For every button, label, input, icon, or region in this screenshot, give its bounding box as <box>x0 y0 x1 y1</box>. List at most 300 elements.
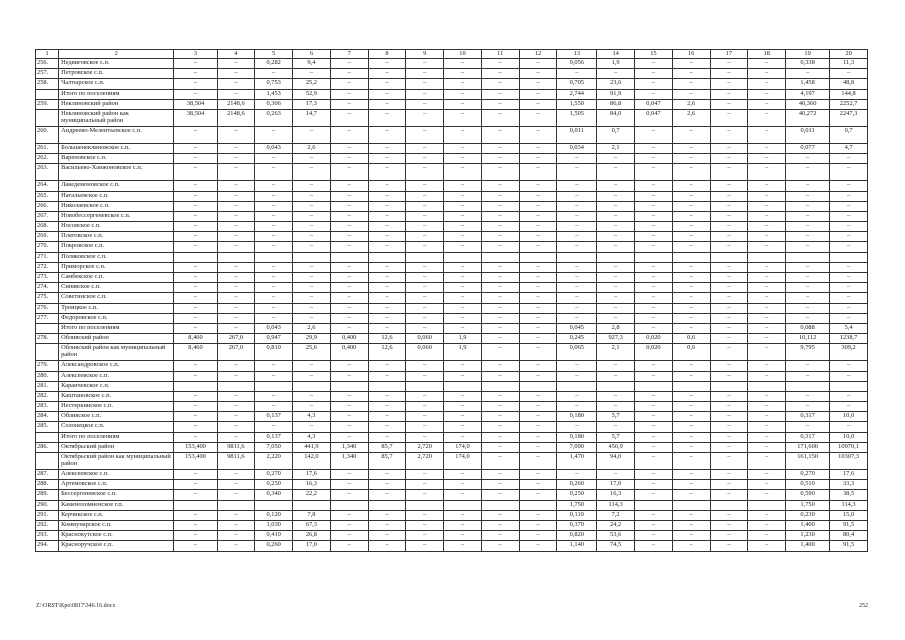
table-row <box>36 344 868 361</box>
row-number-cell: 262. <box>36 154 59 164</box>
value-cell <box>710 252 748 262</box>
value-cell: – <box>481 181 519 191</box>
table-row <box>36 143 868 153</box>
value-cell: 0,020 <box>635 344 673 361</box>
value-cell: 67,3 <box>293 520 331 530</box>
value-cell: – <box>635 402 673 412</box>
value-cell: – <box>293 293 331 303</box>
value-cell: – <box>635 211 673 221</box>
territory-name-cell: Троицкое с.п. <box>59 303 174 313</box>
data-table <box>35 49 868 552</box>
value-cell: – <box>557 181 597 191</box>
value-cell: – <box>557 283 597 293</box>
value-cell: – <box>174 412 217 422</box>
table-row <box>36 154 868 164</box>
territory-name-cell: Алексеевское с.п. <box>59 371 174 381</box>
value-cell: – <box>444 371 482 381</box>
value-cell: – <box>406 371 444 381</box>
value-cell: – <box>174 143 217 153</box>
value-cell: – <box>710 402 748 412</box>
column-number-cell: 5 <box>255 50 293 59</box>
value-cell: 0,260 <box>557 480 597 490</box>
value-cell: 0,077 <box>786 143 830 153</box>
value-cell: – <box>672 323 710 333</box>
value-cell: – <box>368 470 406 480</box>
value-cell: – <box>174 480 217 490</box>
value-cell: 5,4 <box>830 323 868 333</box>
value-cell: – <box>174 273 217 283</box>
value-cell: – <box>481 109 519 126</box>
value-cell: 927,3 <box>597 334 635 344</box>
table-row <box>36 262 868 272</box>
value-cell: – <box>368 432 406 442</box>
value-cell <box>444 381 482 391</box>
value-cell: – <box>174 232 217 242</box>
value-cell: 1,9 <box>444 334 482 344</box>
value-cell: – <box>406 480 444 490</box>
territory-name-cell: Синявское с.п. <box>59 283 174 293</box>
value-cell: – <box>557 313 597 323</box>
value-cell <box>368 381 406 391</box>
value-cell <box>710 381 748 391</box>
value-cell: – <box>368 541 406 551</box>
value-cell: – <box>748 303 786 313</box>
value-cell: – <box>519 69 557 79</box>
table-row <box>36 59 868 69</box>
value-cell: – <box>293 371 331 381</box>
value-cell: – <box>255 262 293 272</box>
value-cell: – <box>330 520 368 530</box>
value-cell: – <box>635 232 673 242</box>
value-cell: – <box>519 432 557 442</box>
value-cell: 1,9 <box>597 59 635 69</box>
value-cell: – <box>597 422 635 432</box>
row-number-cell: 267. <box>36 211 59 221</box>
value-cell: – <box>672 293 710 303</box>
column-number-cell: 10 <box>444 50 482 59</box>
value-cell: – <box>406 154 444 164</box>
value-cell: – <box>368 89 406 99</box>
row-number-cell: 256. <box>36 59 59 69</box>
value-cell: – <box>786 422 830 432</box>
value-cell: – <box>786 361 830 371</box>
value-cell: – <box>217 201 255 211</box>
row-number-cell: 280. <box>36 371 59 381</box>
value-cell: – <box>557 191 597 201</box>
value-cell <box>255 500 293 510</box>
value-cell: – <box>217 283 255 293</box>
value-cell: – <box>635 303 673 313</box>
value-cell: – <box>748 361 786 371</box>
value-cell <box>293 500 331 510</box>
row-number-cell: 270. <box>36 242 59 252</box>
value-cell: 2,6 <box>293 323 331 333</box>
value-cell: – <box>444 191 482 201</box>
value-cell: – <box>330 422 368 432</box>
value-cell: 38,504 <box>174 109 217 126</box>
value-cell: – <box>368 154 406 164</box>
value-cell: – <box>635 283 673 293</box>
value-cell: – <box>672 232 710 242</box>
value-cell <box>444 252 482 262</box>
value-cell: – <box>710 520 748 530</box>
table-row <box>36 371 868 381</box>
value-cell: – <box>255 69 293 79</box>
value-cell: – <box>481 510 519 520</box>
value-cell: – <box>710 126 748 143</box>
value-cell: – <box>293 391 331 401</box>
value-cell: – <box>174 422 217 432</box>
value-cell: 174,0 <box>444 453 482 470</box>
value-cell: – <box>710 361 748 371</box>
table-row <box>36 89 868 99</box>
value-cell: – <box>174 293 217 303</box>
value-cell: – <box>293 313 331 323</box>
value-cell: – <box>217 79 255 89</box>
value-cell: – <box>710 283 748 293</box>
value-cell: – <box>672 371 710 381</box>
value-cell: – <box>368 164 406 181</box>
territory-name-cell: Андреево-Мелентьевское с.п. <box>59 126 174 143</box>
value-cell: – <box>174 470 217 480</box>
value-cell: 0,270 <box>255 470 293 480</box>
territory-name-cell: Неклиновский район <box>59 99 174 109</box>
value-cell: 0,947 <box>255 334 293 344</box>
value-cell <box>406 252 444 262</box>
value-cell: – <box>519 323 557 333</box>
value-cell: – <box>217 510 255 520</box>
value-cell: 0,180 <box>557 412 597 422</box>
row-number-cell: 275. <box>36 293 59 303</box>
value-cell: – <box>830 164 868 181</box>
value-cell: 0,400 <box>330 334 368 344</box>
value-cell: 84,0 <box>597 109 635 126</box>
value-cell: – <box>255 402 293 412</box>
value-cell: – <box>481 531 519 541</box>
value-cell: – <box>519 490 557 500</box>
value-cell: – <box>597 181 635 191</box>
value-cell: – <box>672 79 710 89</box>
value-cell: – <box>710 422 748 432</box>
value-cell: 1,453 <box>255 89 293 99</box>
value-cell: – <box>255 164 293 181</box>
value-cell: – <box>330 361 368 371</box>
value-cell: – <box>368 323 406 333</box>
value-cell <box>174 252 217 262</box>
column-number-cell: 3 <box>174 50 217 59</box>
table-row <box>36 242 868 252</box>
row-number-cell: 272. <box>36 262 59 272</box>
value-cell <box>174 500 217 510</box>
value-cell <box>519 381 557 391</box>
value-cell: – <box>368 283 406 293</box>
footer-file-path: Z:\ORST\Kpo\0817\346.16.docx <box>36 603 116 609</box>
value-cell: – <box>748 371 786 381</box>
value-cell: – <box>481 303 519 313</box>
value-cell: 52,9 <box>293 89 331 99</box>
value-cell: 1,550 <box>557 99 597 109</box>
value-cell: 0,020 <box>635 334 673 344</box>
value-cell: – <box>330 262 368 272</box>
value-cell: – <box>710 442 748 452</box>
value-cell: – <box>330 181 368 191</box>
territory-name-cell: Октябрьский район как муниципальный район <box>59 453 174 470</box>
value-cell: 10,0 <box>830 432 868 442</box>
table-row <box>36 303 868 313</box>
row-number-cell: 266. <box>36 201 59 211</box>
value-cell: 17,6 <box>293 470 331 480</box>
value-cell: – <box>368 303 406 313</box>
value-cell: 2,6 <box>672 99 710 109</box>
value-cell <box>830 252 868 262</box>
territory-name-cell: Николаевское с.п. <box>59 201 174 211</box>
value-cell: – <box>217 181 255 191</box>
value-cell: 2,8 <box>597 323 635 333</box>
value-cell: 1,340 <box>330 442 368 452</box>
row-number-cell: 277. <box>36 313 59 323</box>
column-number-cell: 4 <box>217 50 255 59</box>
value-cell: – <box>406 510 444 520</box>
value-cell: – <box>174 201 217 211</box>
value-cell: – <box>519 164 557 181</box>
value-cell: – <box>748 402 786 412</box>
value-cell: – <box>444 211 482 221</box>
value-cell: – <box>406 201 444 211</box>
value-cell: – <box>710 480 748 490</box>
value-cell: – <box>368 391 406 401</box>
value-cell: – <box>710 313 748 323</box>
value-cell: – <box>368 402 406 412</box>
value-cell: 114,3 <box>597 500 635 510</box>
value-cell: – <box>406 222 444 232</box>
column-number-cell: 8 <box>368 50 406 59</box>
value-cell: – <box>519 89 557 99</box>
value-cell: – <box>748 242 786 252</box>
value-cell: – <box>519 313 557 323</box>
value-cell: – <box>481 191 519 201</box>
value-cell: – <box>217 470 255 480</box>
value-cell: 8,460 <box>174 344 217 361</box>
value-cell: 53,6 <box>597 531 635 541</box>
header-row <box>36 50 868 59</box>
value-cell: – <box>710 201 748 211</box>
territory-name-cell: Краснокутское с.п. <box>59 531 174 541</box>
table-row <box>36 293 868 303</box>
value-cell: – <box>368 510 406 520</box>
value-cell: – <box>174 490 217 500</box>
value-cell: – <box>217 191 255 201</box>
value-cell: – <box>557 402 597 412</box>
territory-name-cell: Нестеркинское с.п. <box>59 402 174 412</box>
value-cell <box>368 500 406 510</box>
value-cell: – <box>406 490 444 500</box>
value-cell: 4,197 <box>786 89 830 99</box>
value-cell: – <box>330 191 368 201</box>
value-cell: – <box>444 242 482 252</box>
value-cell: – <box>748 334 786 344</box>
value-cell: – <box>481 361 519 371</box>
value-cell: – <box>174 371 217 381</box>
column-number-cell: 7 <box>330 50 368 59</box>
value-cell: 1,750 <box>786 500 830 510</box>
value-cell: – <box>672 402 710 412</box>
value-cell: – <box>748 201 786 211</box>
value-cell: 85,7 <box>368 442 406 452</box>
value-cell: – <box>255 361 293 371</box>
value-cell: 0,7 <box>830 126 868 143</box>
table-row <box>36 109 868 126</box>
value-cell: 91,5 <box>830 520 868 530</box>
value-cell: – <box>597 303 635 313</box>
value-cell: – <box>557 222 597 232</box>
value-cell: – <box>672 531 710 541</box>
value-cell: – <box>444 273 482 283</box>
value-cell: – <box>368 422 406 432</box>
value-cell: – <box>710 211 748 221</box>
value-cell: – <box>217 412 255 422</box>
value-cell: 0,250 <box>255 480 293 490</box>
value-cell: – <box>174 361 217 371</box>
value-cell: 0,245 <box>557 334 597 344</box>
value-cell: – <box>330 323 368 333</box>
value-cell: – <box>444 422 482 432</box>
value-cell: – <box>635 442 673 452</box>
value-cell: – <box>217 232 255 242</box>
value-cell: 2,1 <box>597 143 635 153</box>
value-cell: – <box>217 490 255 500</box>
value-cell: – <box>330 232 368 242</box>
territory-name-cell: Самбекское с.п. <box>59 273 174 283</box>
value-cell: – <box>217 59 255 69</box>
value-cell: 0,137 <box>255 432 293 442</box>
value-cell: – <box>519 412 557 422</box>
value-cell: – <box>635 412 673 422</box>
value-cell: – <box>635 293 673 303</box>
territory-name-cell: Васильево-Ханжоновское с.п. <box>59 164 174 181</box>
value-cell: – <box>330 490 368 500</box>
value-cell: – <box>748 154 786 164</box>
value-cell: – <box>597 201 635 211</box>
value-cell: – <box>255 391 293 401</box>
value-cell: – <box>368 201 406 211</box>
value-cell <box>519 252 557 262</box>
value-cell: – <box>330 109 368 126</box>
value-cell: 24,2 <box>597 520 635 530</box>
value-cell: – <box>597 69 635 79</box>
value-cell: – <box>519 201 557 211</box>
value-cell: – <box>748 126 786 143</box>
value-cell: – <box>217 211 255 221</box>
value-cell: – <box>330 283 368 293</box>
territory-name-cell: Большенеклиновское с.п. <box>59 143 174 153</box>
value-cell: 9811,6 <box>217 442 255 452</box>
value-cell: 1,400 <box>786 520 830 530</box>
value-cell: – <box>217 432 255 442</box>
value-cell: – <box>174 531 217 541</box>
value-cell: – <box>255 201 293 211</box>
value-cell: – <box>635 222 673 232</box>
value-cell: – <box>406 323 444 333</box>
value-cell: – <box>519 109 557 126</box>
row-number-cell: 265. <box>36 191 59 201</box>
value-cell: – <box>444 99 482 109</box>
value-cell: – <box>597 154 635 164</box>
value-cell: – <box>672 191 710 201</box>
value-cell: 1,140 <box>557 541 597 551</box>
table-row <box>36 191 868 201</box>
value-cell: – <box>597 313 635 323</box>
column-number-cell: 19 <box>786 50 830 59</box>
value-cell: – <box>672 391 710 401</box>
row-number-cell: 294. <box>36 541 59 551</box>
value-cell: 2,744 <box>557 89 597 99</box>
value-cell <box>830 381 868 391</box>
value-cell: – <box>481 59 519 69</box>
value-cell: – <box>748 143 786 153</box>
value-cell <box>481 381 519 391</box>
value-cell: – <box>444 181 482 191</box>
row-number-cell: 260. <box>36 126 59 143</box>
value-cell: – <box>557 164 597 181</box>
value-cell <box>368 252 406 262</box>
value-cell: – <box>217 262 255 272</box>
value-cell: – <box>368 222 406 232</box>
value-cell: – <box>786 262 830 272</box>
value-cell: 0,370 <box>557 520 597 530</box>
value-cell: – <box>368 262 406 272</box>
value-cell: – <box>368 371 406 381</box>
value-cell: 40,360 <box>786 99 830 109</box>
row-number-cell <box>36 109 59 126</box>
value-cell <box>330 252 368 262</box>
value-cell: 80,4 <box>830 531 868 541</box>
value-cell: – <box>174 313 217 323</box>
column-number-cell: 6 <box>293 50 331 59</box>
row-number-cell: 259. <box>36 99 59 109</box>
value-cell: 0,034 <box>557 143 597 153</box>
row-number-cell: 258. <box>36 79 59 89</box>
value-cell: – <box>748 510 786 520</box>
value-cell: – <box>444 222 482 232</box>
value-cell: – <box>557 422 597 432</box>
value-cell: – <box>330 69 368 79</box>
value-cell: – <box>174 323 217 333</box>
value-cell: 0,060 <box>406 344 444 361</box>
value-cell: – <box>672 361 710 371</box>
value-cell: – <box>557 303 597 313</box>
value-cell: – <box>519 143 557 153</box>
value-cell: – <box>672 432 710 442</box>
value-cell: – <box>293 242 331 252</box>
value-cell: – <box>748 293 786 303</box>
table-row <box>36 391 868 401</box>
value-cell: – <box>710 242 748 252</box>
value-cell: – <box>672 480 710 490</box>
value-cell: – <box>481 211 519 221</box>
value-cell: – <box>786 201 830 211</box>
value-cell <box>481 252 519 262</box>
value-cell: – <box>444 303 482 313</box>
value-cell: – <box>710 490 748 500</box>
row-number-cell: 281. <box>36 381 59 391</box>
value-cell <box>217 252 255 262</box>
value-cell: – <box>368 126 406 143</box>
value-cell: 1,400 <box>786 541 830 551</box>
value-cell: – <box>293 262 331 272</box>
value-cell: – <box>557 154 597 164</box>
value-cell: – <box>519 211 557 221</box>
value-cell: – <box>635 470 673 480</box>
